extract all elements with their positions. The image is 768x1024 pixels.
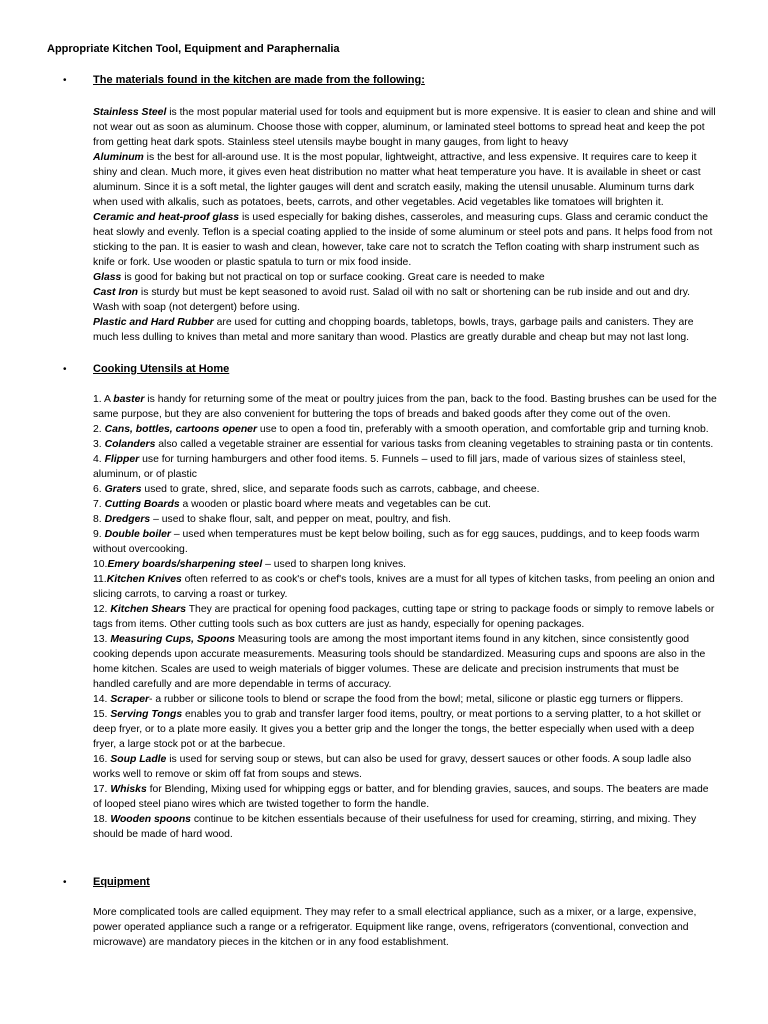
section-body	[93, 392, 718, 842]
paragraph	[93, 707, 718, 752]
description: is used for serving soup or stews, but can also be used for gravy, dessert sauces or other foods. A soup ladle also works well to remove or skim off fat from soups and stews.	[93, 754, 692, 780]
paragraph	[93, 572, 718, 602]
section-body	[93, 105, 718, 345]
paragraph	[93, 452, 718, 482]
item-number: 2.	[93, 424, 105, 435]
paragraph	[93, 392, 718, 422]
paragraph	[93, 315, 718, 345]
description: They are practical for opening food packages, cutting tape or string to package foods or simply to remove labels or tags from items. Other cutting tools such as box cutters are just as handy, especially for opening packages.	[93, 604, 715, 630]
term: Plastic and Hard Rubber	[93, 317, 214, 328]
description: is handy for returning some of the meat or poultry juices from the pan, back to the food. Basting brushes can be used for the same purpose, but they are also convenient for buttering the tops of breads and baked goods after they come out of the oven.	[93, 394, 717, 420]
bullet-icon: •	[63, 75, 67, 86]
description: More complicated tools are called equipment. They may refer to a small electrical appliance, such as a mixer, or a large, expensive, power operated appliance such a range or a refrigerator. Equipment like range, ovens, refrigerators (conventional, convection and microwave) are mandatory pieces in the kitchen or in any food establishment.	[93, 907, 697, 948]
term: Graters	[104, 484, 142, 495]
description: is the most popular material used for tools and equipment but is more expensive. It is easier to clean and shine and will not wear out as soon as aluminum. Choose those with copper, aluminum, or laminated steel bottoms to spread heat and keep the pot from getting heat dark spots. Stainless steel utensils maybe bought in many gauges, from light to heavy	[93, 107, 716, 148]
paragraph	[93, 632, 718, 692]
term: Dredgers	[104, 514, 151, 525]
term: Glass	[93, 272, 122, 283]
paragraph	[93, 285, 718, 315]
term: Kitchen Knives	[106, 574, 182, 585]
term: Ceramic and heat-proof glass	[93, 212, 240, 223]
term: Serving Tongs	[110, 709, 183, 720]
paragraph	[93, 270, 718, 285]
section-heading: Equipment	[93, 876, 150, 888]
item-number: 1. A	[93, 394, 114, 405]
item-number: 4.	[93, 454, 105, 465]
description: Measuring tools are among the most important items found in any kitchen, since consistently good cooking depends upon accurate measurements. Measuring tools should be standardized. Measuring cups and spoons are also in the home kitchen. Scales are used to weigh materials of bigger volumes. These are delicate and precision instruments that must be handled carefully and are more dependable in terms of accuracy.	[93, 634, 706, 690]
paragraph	[93, 512, 718, 527]
item-number: 3.	[93, 439, 105, 450]
term: Whisks	[110, 784, 147, 795]
paragraph	[93, 422, 718, 437]
document-title: Appropriate Kitchen Tool, Equipment and Paraphernalia	[47, 43, 340, 55]
item-number: 9.	[93, 529, 105, 540]
term: Double boiler	[104, 529, 171, 540]
paragraph	[93, 782, 718, 812]
description: continue to be kitchen essentials because of their usefulness for used for creaming, stirring, and mixing. They should be made of hard wood.	[93, 814, 697, 840]
paragraph	[93, 105, 718, 150]
item-number: 6.	[93, 484, 105, 495]
description: use to open a food tin, preferably with a smooth operation, and comfortable grip and turning knob.	[257, 424, 709, 435]
paragraph	[93, 437, 718, 452]
item-number: 16.	[93, 754, 111, 765]
term: Soup Ladle	[110, 754, 167, 765]
term: Stainless Steel	[93, 107, 167, 118]
description: is the best for all-around use. It is the most popular, lightweight, attractive, and less expensive. It requires care to keep it shiny and clean. Much more, it gives even heat distribution no matter what heat temperature you have. It is available in sheet or cast aluminum. Since it is a soft metal, the lighter gauges will dent and scratch easily, making the utensil unusable. Aluminum turns dark when used with alkalis, such as potatoes, beets, carrots, and other vegetables. Acid vegetables like tomatoes will brighten it.	[93, 152, 701, 208]
paragraph	[93, 602, 718, 632]
item-number: 17.	[93, 784, 111, 795]
term: Flipper	[104, 454, 140, 465]
description: for Blending, Mixing used for whipping eggs or batter, and for blending gravies, sauces, and soups. The beaters are made of looped steel piano wires which are twisted together to form the handle.	[93, 784, 709, 810]
description: - a rubber or silicone tools to blend or scrape the food from the bowl; metal, silicone or plastic egg turners or flippers.	[149, 694, 684, 705]
term: Aluminum	[93, 152, 144, 163]
paragraph	[93, 527, 718, 557]
item-number: 7.	[93, 499, 105, 510]
term: Emery boards/sharpening steel	[107, 559, 263, 570]
term: Colanders	[104, 439, 156, 450]
term: Cutting Boards	[104, 499, 180, 510]
item-number: 14.	[93, 694, 111, 705]
item-number: 10.	[93, 559, 108, 570]
description: – used when temperatures must be kept below boiling, such as for egg sauces, puddings, and to keep foods warm without overcooking.	[93, 529, 700, 555]
item-number: 8.	[93, 514, 105, 525]
term: Kitchen Shears	[110, 604, 186, 615]
description: used to grate, shred, slice, and separate foods such as carrots, cabbage, and cheese.	[141, 484, 540, 495]
paragraph	[93, 812, 718, 842]
paragraph	[93, 752, 718, 782]
term: Scraper	[110, 694, 150, 705]
item-number: 12.	[93, 604, 111, 615]
description: are used for cutting and chopping boards, tabletops, bowls, trays, garbage pails and canisters. They are much less dulling to knives than metal and more sanitary than wood. Plastics are greatly durable and cheap but may not last long.	[93, 317, 694, 343]
item-number: 13.	[93, 634, 111, 645]
bullet-icon: •	[63, 877, 67, 888]
description: – used to sharpen long knives.	[262, 559, 407, 570]
paragraph	[93, 557, 718, 572]
term: Cast Iron	[93, 287, 139, 298]
description: is good for baking but not practical on top or surface cooking. Great care is needed to make	[121, 272, 545, 283]
description: is sturdy but must be kept seasoned to avoid rust. Salad oil with no salt or shortening can be rub inside and out and dry. Wash with soap (not detergent) before using.	[93, 287, 691, 313]
term: Cans, bottles, cartoons opener	[104, 424, 257, 435]
item-number: 15.	[93, 709, 111, 720]
paragraph	[93, 150, 718, 210]
section-body	[93, 905, 718, 950]
paragraph	[93, 692, 718, 707]
description: is used especially for baking dishes, casseroles, and measuring cups. Glass and ceramic conduct the heat slowly and evenly. Teflon is a special coating applied to the inside of some aluminum or steel pots and pans. It helps food from not sticking to the pan. It is easier to wash and clean, however, take care not to scratch the Teflon coating with sharp instrument such as knife or fork. Use wooden or plastic spatula to turn or mix food inside.	[93, 212, 713, 268]
term: Wooden spoons	[110, 814, 191, 825]
term: baster	[113, 394, 145, 405]
description: often referred to as cook's or chef's tools, knives are a must for all types of kitchen tasks, from peeling an onion and slicing carrots, to carving a roast or turkey.	[93, 574, 715, 600]
item-number: 18.	[93, 814, 111, 825]
bullet-icon: •	[63, 364, 67, 375]
paragraph	[93, 497, 718, 512]
term: Measuring Cups, Spoons	[110, 634, 236, 645]
item-number: 11.	[93, 574, 107, 585]
paragraph	[93, 482, 718, 497]
paragraph	[93, 210, 718, 270]
description: use for turning hamburgers and other food items. 5. Funnels – used to fill jars, made of various sizes of stainless steel, aluminum, or of plastic	[93, 454, 686, 480]
paragraph	[93, 905, 718, 950]
description: also called a vegetable strainer are essential for various tasks from cleaning vegetables to straining pasta or tin contents.	[155, 439, 714, 450]
section-heading: The materials found in the kitchen are made from the following:	[93, 74, 425, 86]
description: a wooden or plastic board where meats and vegetables can be cut.	[179, 499, 491, 510]
description: – used to shake flour, salt, and pepper on meat, poultry, and fish.	[150, 514, 451, 525]
description: enables you to grab and transfer larger food items, poultry, or meat portions to a serving platter, to a hot skillet or deep fryer, or to a plate more easily. It gives you a better grip and the longer the tongs, the better especially when used with a deep fryer, a large stock pot or at the barbecue.	[93, 709, 702, 750]
section-heading: Cooking Utensils at Home	[93, 363, 230, 375]
